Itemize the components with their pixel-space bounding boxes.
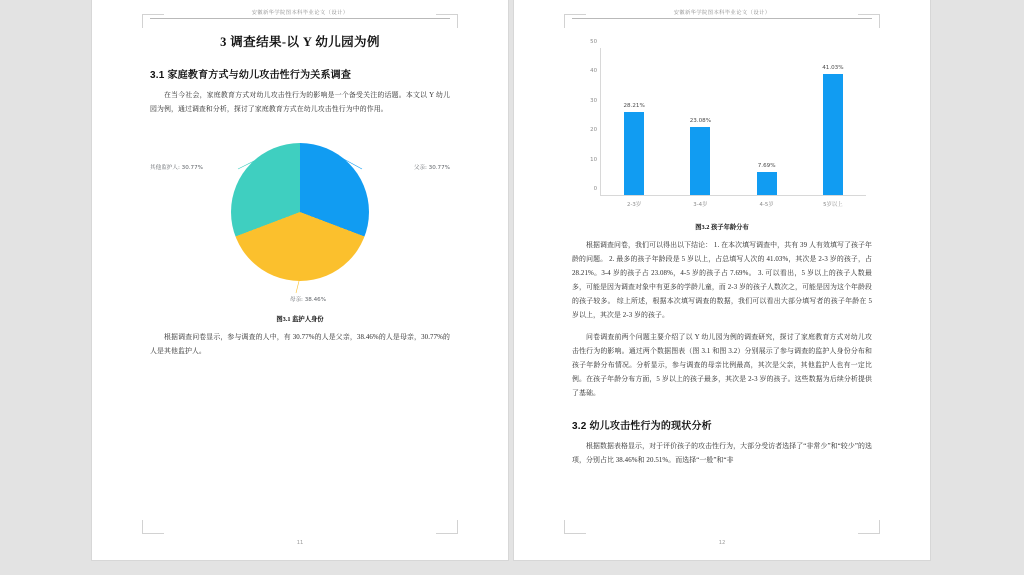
x-axis-tick: 5岁以上: [823, 202, 843, 208]
bar: [690, 127, 710, 195]
header-rule-left: [150, 18, 450, 19]
paragraph-age-conclusions: 根据调查问卷，我们可以得出以下结论： 1. 在本次填写调查中，共有 39 人有效填写了孩子年龄的问题。 2. 最多的孩子年龄段是 5 岁以上，占总填写人次的 41.03%，其次是 2-3 岁的孩子，占 28.21%。3-4 岁的孩子占 23.08%，4-5 岁的孩子占 7.69%。 3. 可以看出，5 岁以上的孩子人数最多，可能是因为调查对象中有更多的学龄儿童，而 2-3 岁的孩子人数次之，可能是因为这个年龄段的孩子较多。 综上所述，根据本次填写调查的数据，我们可以看出大部分填写者的孩子年龄在 5 岁以上，其次是 2-3 岁的孩子。: [572, 242, 872, 319]
document-page-right: [514, 0, 930, 560]
pie-label-mother: 母亲: 38.46%: [289, 297, 327, 303]
bar-value-label: 23.08%: [689, 118, 712, 125]
y-axis-tick: 50: [590, 39, 597, 45]
y-axis-tick: 20: [590, 127, 597, 134]
figure-caption-3-2: 图3.2 孩子年龄分布: [695, 224, 749, 231]
bar: [757, 172, 777, 195]
figure-caption-3-1: 图3.1 监护人身份: [276, 316, 324, 323]
document-page-left: [92, 0, 508, 560]
x-axis-tick: 4-5岁: [759, 202, 774, 208]
y-axis-tick: 10: [590, 156, 597, 163]
section-heading-3-2: 3.2 幼儿攻击性行为的现状分析: [572, 421, 712, 432]
bar-chart-child-age-distribution: [572, 40, 872, 220]
x-axis-tick: 2-3岁: [627, 202, 642, 208]
paragraph-survey-overview: 问卷调查前两个问题主要介绍了以 Y 幼儿园为例的调查研究，探讨了家庭教育方式对幼儿攻击性行为的影响。通过两个数据图表（图 3.1 和图 3.2）分别展示了参与调查的监护人身份分布和孩子年龄分布情况。分析显示，参与调查的母亲比例最高，其次是父亲，其他监护人也有一定比例。在孩子年龄分布方面，5 岁以上的孩子最多，其次是 2-3 岁的孩子。这些数据为后续分析提供了基础。: [572, 334, 872, 397]
paragraph-intro: 在当今社会，家庭教育方式对幼儿攻击性行为的影响是一个备受关注的话题。本文以 Y 幼儿园为例，通过调查和分析，探讨了家庭教育方式在幼儿攻击性行为中的作用。: [150, 92, 450, 113]
pie-chart-guardian-identity: [150, 127, 450, 312]
page-content-left: [150, 26, 450, 524]
pie-leader-lines: [150, 127, 450, 312]
running-header-right: 安徽新华学院图本科毕业论文（设计）: [673, 10, 771, 16]
pie-label-other-guardian: 其他监护人: 30.77%: [150, 165, 203, 171]
bar-column: [800, 48, 866, 208]
bar: [823, 74, 843, 195]
y-axis-tick: 0: [593, 186, 597, 192]
bar-value-label: 41.03%: [822, 65, 844, 72]
paragraph-guardian-summary: 根据调查问卷显示，参与调查的人中，有 30.77%的人是父亲，38.46%的人是母亲，30.77%的人是其他监护人。: [150, 334, 450, 355]
pie-label-father: 父亲: 30.77%: [413, 165, 450, 171]
chapter-heading: 3 调查结果-以 Y 幼儿园为例: [220, 35, 380, 49]
page-number-right: 12: [718, 540, 726, 546]
running-header-left: 安徽新华学院图本科毕业论文（设计）: [251, 10, 349, 16]
bar-series: [601, 48, 866, 208]
bar-column: [601, 48, 667, 208]
y-axis-tick: 30: [590, 97, 597, 104]
bar-value-label: 28.21%: [623, 103, 645, 110]
bar: [624, 112, 644, 195]
section-heading-3-1: 3.1 家庭教育方式与幼儿攻击性行为关系调查: [150, 70, 352, 81]
bar-value-label: 7.69%: [757, 163, 776, 170]
x-axis-tick: 3-4岁: [693, 202, 708, 208]
header-rule-right: [572, 18, 872, 19]
bar-column: [667, 48, 733, 208]
bar-chart-plot-area: [590, 39, 866, 208]
paragraph-aggression-status: 根据数据表格显示，对于评价孩子的攻击性行为，大部分受访者选择了“非常少”和“较少”的选项，分别占比 38.46%和 20.51%。而选择“一般”和“非: [572, 443, 872, 464]
page-number-left: 11: [296, 540, 304, 546]
y-axis-tick: 40: [590, 68, 597, 75]
bar-column: [734, 48, 800, 208]
page-content-right: [572, 26, 872, 524]
